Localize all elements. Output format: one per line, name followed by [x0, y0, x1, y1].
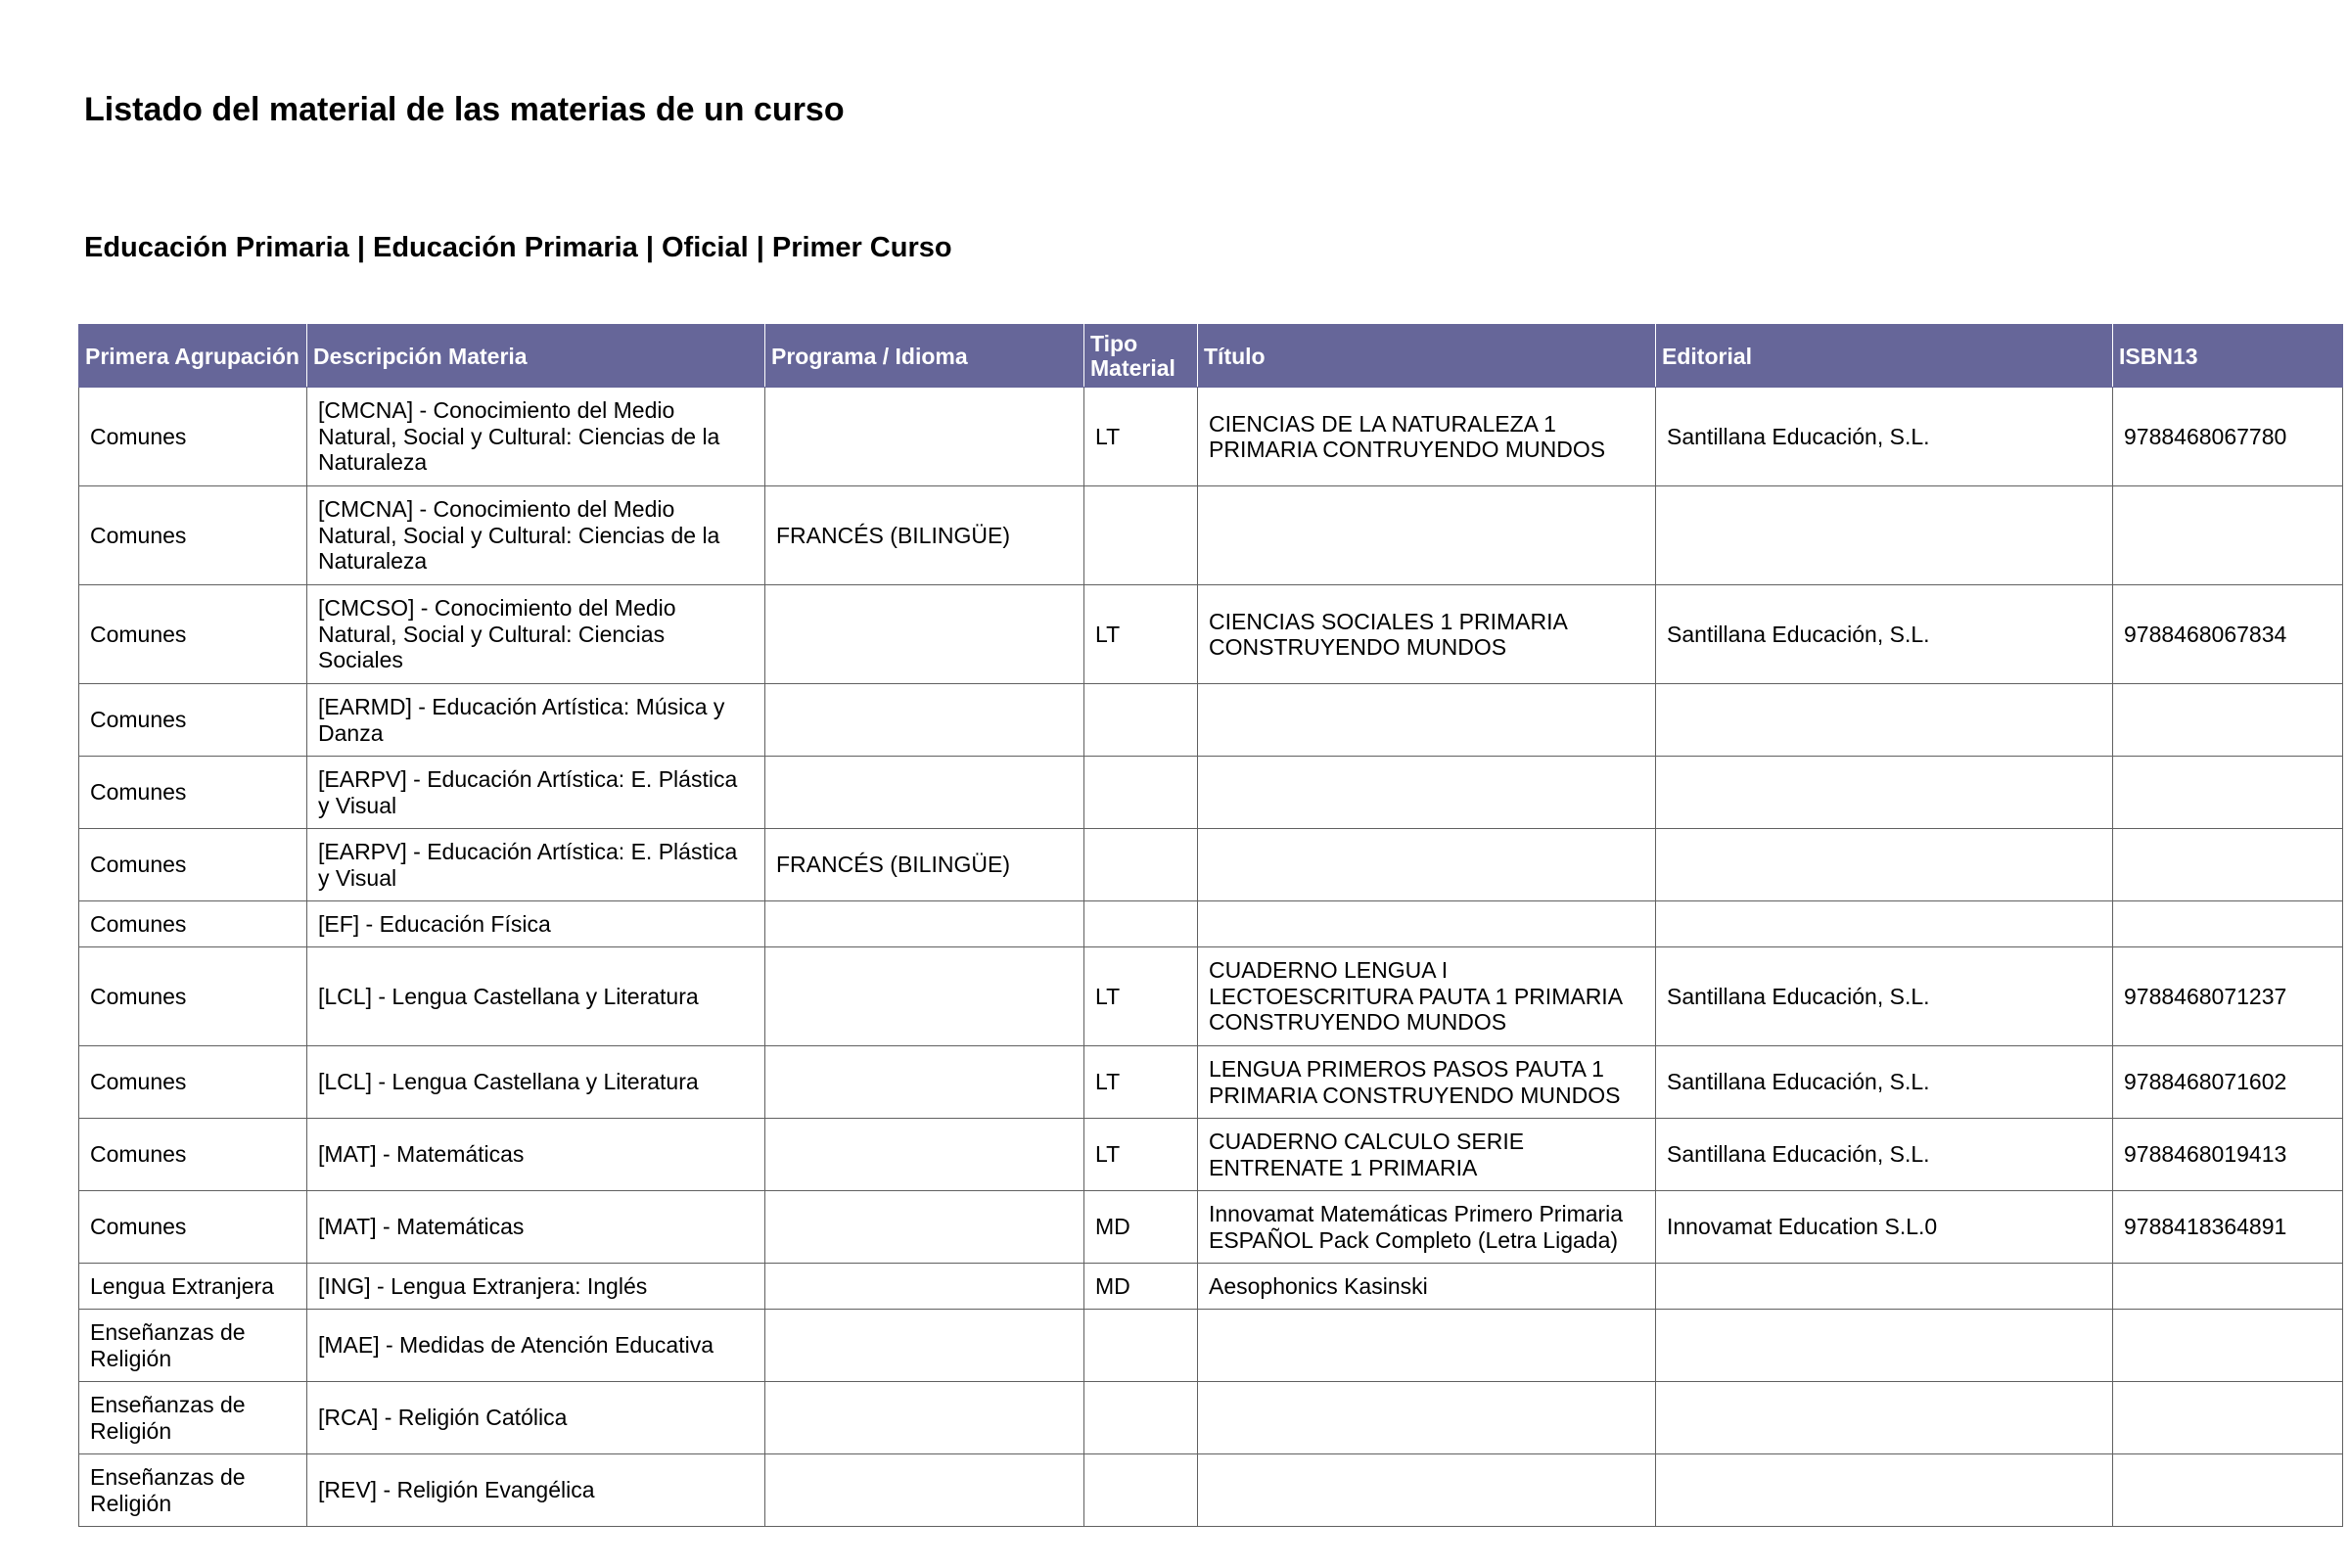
cell-isbn: 9788468071602 [2113, 1046, 2343, 1119]
cell-editorial: Santillana Educación, S.L. [1656, 1046, 2113, 1119]
cell-editorial [1656, 1382, 2113, 1454]
cell-isbn [2113, 757, 2343, 829]
cell-agrupacion: Lengua Extranjera [79, 1264, 307, 1310]
cell-titulo: CIENCIAS DE LA NATURALEZA 1 PRIMARIA CONTRUYENDO MUNDOS [1198, 388, 1656, 486]
cell-programa [765, 757, 1084, 829]
cell-tipo [1084, 1382, 1198, 1454]
cell-isbn: 9788418364891 [2113, 1191, 2343, 1264]
cell-titulo [1198, 1310, 1656, 1382]
header-tipo-material: Tipo Material [1084, 325, 1198, 388]
cell-editorial [1656, 1310, 2113, 1382]
header-primera-agrupacion: Primera Agrupación [79, 325, 307, 388]
table-row [79, 757, 2343, 829]
cell-programa [765, 1264, 1084, 1310]
cell-tipo: MD [1084, 1264, 1198, 1310]
cell-titulo [1198, 901, 1656, 947]
cell-materia: [EF] - Educación Física [307, 901, 765, 947]
course-breadcrumb: Educación Primaria | Educación Primaria | Oficial | Primer Curso [84, 232, 952, 263]
cell-programa [765, 901, 1084, 947]
cell-tipo: LT [1084, 1046, 1198, 1119]
cell-isbn [2113, 1382, 2343, 1454]
cell-programa [765, 947, 1084, 1046]
cell-materia: [CMCNA] - Conocimiento del Medio Natural, Social y Cultural: Ciencias de la Naturaleza [307, 486, 765, 585]
cell-titulo [1198, 684, 1656, 757]
table-row [79, 1191, 2343, 1264]
cell-programa [765, 1046, 1084, 1119]
table-row [79, 486, 2343, 585]
cell-isbn [2113, 1454, 2343, 1527]
cell-editorial: Santillana Educación, S.L. [1656, 1119, 2113, 1191]
cell-programa: FRANCÉS (BILINGÜE) [765, 486, 1084, 585]
header-programa-idioma: Programa / Idioma [765, 325, 1084, 388]
cell-editorial: Innovamat Education S.L.0 [1656, 1191, 2113, 1264]
cell-programa [765, 1191, 1084, 1264]
cell-editorial [1656, 1454, 2113, 1527]
cell-agrupacion: Enseñanzas de Religión [79, 1310, 307, 1382]
cell-materia: [LCL] - Lengua Castellana y Literatura [307, 947, 765, 1046]
cell-agrupacion: Comunes [79, 684, 307, 757]
cell-materia: [RCA] - Religión Católica [307, 1382, 765, 1454]
cell-tipo: LT [1084, 1119, 1198, 1191]
cell-isbn [2113, 1264, 2343, 1310]
cell-agrupacion: Comunes [79, 1046, 307, 1119]
cell-programa: FRANCÉS (BILINGÜE) [765, 829, 1084, 901]
cell-editorial [1656, 486, 2113, 585]
cell-isbn: 9788468071237 [2113, 947, 2343, 1046]
cell-titulo: CIENCIAS SOCIALES 1 PRIMARIA CONSTRUYENDO MUNDOS [1198, 585, 1656, 684]
header-editorial: Editorial [1656, 325, 2113, 388]
cell-materia: [EARPV] - Educación Artística: E. Plástica y Visual [307, 757, 765, 829]
cell-agrupacion: Comunes [79, 486, 307, 585]
cell-tipo [1084, 901, 1198, 947]
cell-titulo [1198, 486, 1656, 585]
cell-titulo [1198, 757, 1656, 829]
cell-programa [765, 1119, 1084, 1191]
cell-titulo: Aesophonics Kasinski [1198, 1264, 1656, 1310]
table-row [79, 1310, 2343, 1382]
material-table [78, 324, 2343, 1527]
table-row [79, 388, 2343, 486]
cell-titulo: CUADERNO LENGUA I LECTOESCRITURA PAUTA 1 PRIMARIA CONSTRUYENDO MUNDOS [1198, 947, 1656, 1046]
cell-tipo: LT [1084, 947, 1198, 1046]
cell-isbn [2113, 1310, 2343, 1382]
cell-editorial: Santillana Educación, S.L. [1656, 585, 2113, 684]
cell-editorial [1656, 1264, 2113, 1310]
cell-agrupacion: Comunes [79, 585, 307, 684]
header-descripcion-materia: Descripción Materia [307, 325, 765, 388]
cell-materia: [LCL] - Lengua Castellana y Literatura [307, 1046, 765, 1119]
cell-isbn: 9788468067780 [2113, 388, 2343, 486]
table-row [79, 1264, 2343, 1310]
cell-tipo [1084, 757, 1198, 829]
cell-tipo [1084, 684, 1198, 757]
cell-isbn [2113, 901, 2343, 947]
cell-titulo [1198, 1454, 1656, 1527]
cell-agrupacion: Comunes [79, 388, 307, 486]
cell-isbn [2113, 829, 2343, 901]
header-titulo: Título [1198, 325, 1656, 388]
cell-editorial [1656, 757, 2113, 829]
table-row [79, 1382, 2343, 1454]
cell-tipo: LT [1084, 585, 1198, 684]
cell-materia: [MAT] - Matemáticas [307, 1191, 765, 1264]
cell-agrupacion: Enseñanzas de Religión [79, 1454, 307, 1527]
table-row [79, 901, 2343, 947]
cell-materia: [MAT] - Matemáticas [307, 1119, 765, 1191]
cell-programa [765, 1454, 1084, 1527]
cell-agrupacion: Comunes [79, 829, 307, 901]
cell-programa [765, 585, 1084, 684]
cell-materia: [MAE] - Medidas de Atención Educativa [307, 1310, 765, 1382]
cell-editorial: Santillana Educación, S.L. [1656, 947, 2113, 1046]
table-row [79, 1454, 2343, 1527]
cell-materia: [CMCSO] - Conocimiento del Medio Natural, Social y Cultural: Ciencias Sociales [307, 585, 765, 684]
page-title: Listado del material de las materias de un curso [84, 91, 845, 128]
cell-titulo [1198, 1382, 1656, 1454]
table-row [79, 1119, 2343, 1191]
cell-agrupacion: Comunes [79, 1191, 307, 1264]
cell-materia: [EARMD] - Educación Artística: Música y Danza [307, 684, 765, 757]
cell-isbn: 9788468067834 [2113, 585, 2343, 684]
cell-materia: [REV] - Religión Evangélica [307, 1454, 765, 1527]
cell-isbn [2113, 486, 2343, 585]
cell-materia: [ING] - Lengua Extranjera: Inglés [307, 1264, 765, 1310]
cell-titulo: LENGUA PRIMEROS PASOS PAUTA 1 PRIMARIA CONSTRUYENDO MUNDOS [1198, 1046, 1656, 1119]
table-row [79, 947, 2343, 1046]
cell-tipo: MD [1084, 1191, 1198, 1264]
cell-programa [765, 1382, 1084, 1454]
table-row [79, 585, 2343, 684]
table-row [79, 1046, 2343, 1119]
cell-isbn: 9788468019413 [2113, 1119, 2343, 1191]
cell-tipo [1084, 1454, 1198, 1527]
cell-agrupacion: Comunes [79, 757, 307, 829]
table-row [79, 684, 2343, 757]
cell-programa [765, 1310, 1084, 1382]
table-header-row [79, 325, 2343, 388]
cell-agrupacion: Comunes [79, 1119, 307, 1191]
cell-tipo [1084, 829, 1198, 901]
cell-agrupacion: Enseñanzas de Religión [79, 1382, 307, 1454]
cell-agrupacion: Comunes [79, 901, 307, 947]
cell-materia: [EARPV] - Educación Artística: E. Plástica y Visual [307, 829, 765, 901]
cell-titulo [1198, 829, 1656, 901]
cell-tipo: LT [1084, 388, 1198, 486]
cell-isbn [2113, 684, 2343, 757]
cell-editorial [1656, 829, 2113, 901]
cell-tipo [1084, 486, 1198, 585]
cell-editorial [1656, 901, 2113, 947]
table-row [79, 829, 2343, 901]
header-isbn13: ISBN13 [2113, 325, 2343, 388]
cell-titulo: CUADERNO CALCULO SERIE ENTRENATE 1 PRIMARIA [1198, 1119, 1656, 1191]
cell-titulo: Innovamat Matemáticas Primero Primaria ESPAÑOL Pack Completo (Letra Ligada) [1198, 1191, 1656, 1264]
cell-editorial [1656, 684, 2113, 757]
cell-programa [765, 684, 1084, 757]
cell-editorial: Santillana Educación, S.L. [1656, 388, 2113, 486]
cell-agrupacion: Comunes [79, 947, 307, 1046]
cell-tipo [1084, 1310, 1198, 1382]
cell-materia: [CMCNA] - Conocimiento del Medio Natural, Social y Cultural: Ciencias de la Naturaleza [307, 388, 765, 486]
cell-programa [765, 388, 1084, 486]
